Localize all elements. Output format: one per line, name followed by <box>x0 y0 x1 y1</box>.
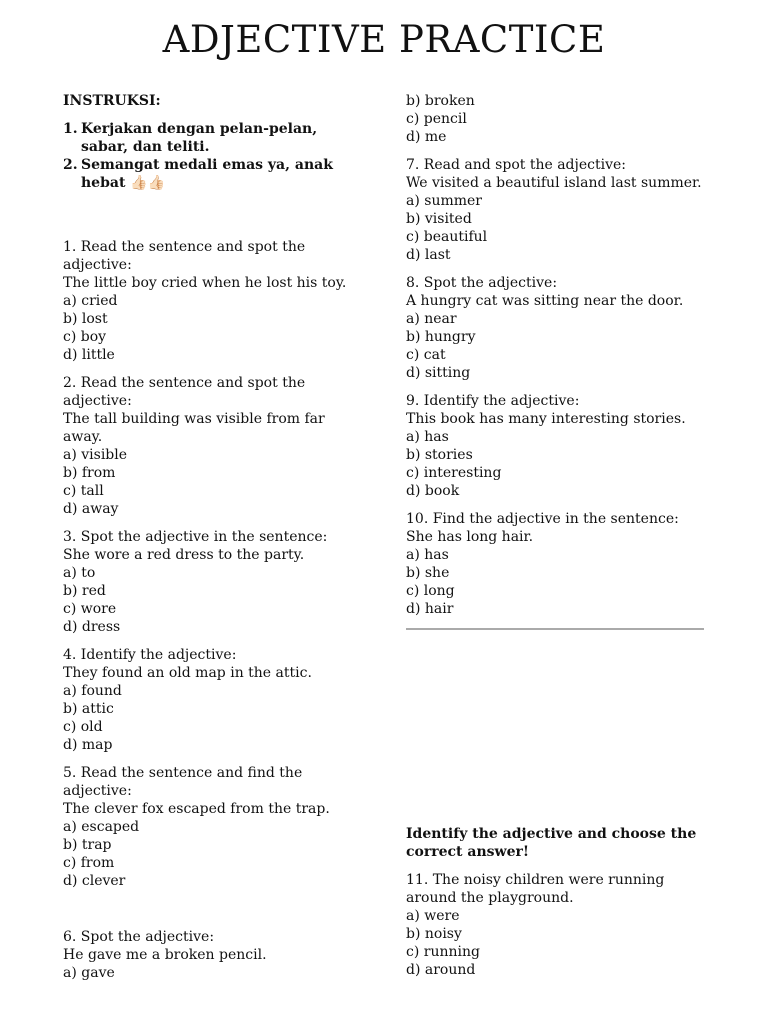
option-c: c) old <box>63 719 103 735</box>
question-prompt: 8. Spot the adjective: <box>406 275 558 291</box>
question-prompt: 2. Read the sentence and spot the adjective: <box>63 375 306 409</box>
option-d: d) clever <box>63 873 126 889</box>
question-11 <box>406 871 706 979</box>
question-6-continued <box>406 92 706 146</box>
option-b: b) from <box>63 465 116 481</box>
option-a: a) cried <box>63 293 118 309</box>
question-prompt: 4. Identify the adjective: <box>63 647 237 663</box>
option-d: d) around <box>406 962 476 978</box>
question-1 <box>63 238 363 364</box>
option-d: d) me <box>406 129 447 145</box>
option-b: b) noisy <box>406 926 462 942</box>
question-sentence: The clever fox escaped from the trap. <box>63 801 330 817</box>
option-a: a) has <box>406 429 449 445</box>
question-3 <box>63 528 363 636</box>
question-8 <box>406 274 706 382</box>
question-prompt: 3. Spot the adjective in the sentence: <box>63 529 328 545</box>
option-d: d) away <box>63 501 119 517</box>
option-b: b) red <box>63 583 106 599</box>
option-a: a) were <box>406 908 460 924</box>
option-c: c) boy <box>63 329 107 345</box>
option-c: c) long <box>406 583 455 599</box>
instruction-text: Kerjakan dengan pelan-pelan, sabar, dan teliti. <box>81 121 318 155</box>
question-sentence: A hungry cat was sitting near the door. <box>406 293 684 309</box>
question-sentence: She has long hair. <box>406 529 534 545</box>
question-7 <box>406 156 706 264</box>
section-instruction: Identify the adjective and choose the correct answer! <box>406 826 697 860</box>
option-a: a) visible <box>63 447 128 463</box>
option-c: c) tall <box>63 483 104 499</box>
instruction-number: 2. <box>63 157 78 173</box>
option-b: b) trap <box>63 837 112 853</box>
instructions-label: INSTRUKSI: <box>63 93 161 109</box>
question-sentence: They found an old map in the attic. <box>63 665 312 681</box>
option-b: b) stories <box>406 447 473 463</box>
option-b: b) lost <box>63 311 108 327</box>
question-5 <box>63 764 363 890</box>
option-d: d) book <box>406 483 460 499</box>
option-c: c) pencil <box>406 111 467 127</box>
question-prompt: 11. The noisy children were running around the playground. <box>406 872 665 906</box>
question-sentence: The tall building was visible from far away. <box>63 411 325 445</box>
option-c: c) wore <box>63 601 117 617</box>
option-b: b) visited <box>406 211 472 227</box>
option-c: c) beautiful <box>406 229 488 245</box>
question-10 <box>406 510 706 618</box>
option-a: a) gave <box>63 965 115 981</box>
option-d: d) hair <box>406 601 454 617</box>
question-9 <box>406 392 706 500</box>
question-prompt: 6. Spot the adjective: <box>63 929 215 945</box>
question-4 <box>63 646 363 754</box>
option-d: d) sitting <box>406 365 471 381</box>
question-sentence: This book has many interesting stories. <box>406 411 686 427</box>
question-prompt: 7. Read and spot the adjective: <box>406 157 626 173</box>
option-a: a) near <box>406 311 457 327</box>
question-prompt: 9. Identify the adjective: <box>406 393 580 409</box>
question-prompt: 5. Read the sentence and find the adjective: <box>63 765 303 799</box>
option-d: d) map <box>63 737 113 753</box>
option-b: b) broken <box>406 93 475 109</box>
instruction-number: 1. <box>63 121 78 137</box>
option-b: b) hungry <box>406 329 476 345</box>
instruction-text: Semangat medali emas ya, anak hebat 👍🏻👍🏻 <box>81 157 333 191</box>
question-sentence: The little boy cried when he lost his toy. <box>63 275 347 291</box>
option-d: d) dress <box>63 619 121 635</box>
left-column <box>63 92 363 992</box>
question-sentence: She wore a red dress to the party. <box>63 547 305 563</box>
option-b: b) attic <box>63 701 114 717</box>
option-a: a) summer <box>406 193 482 209</box>
instructions-list <box>63 120 363 192</box>
question-2 <box>63 374 363 518</box>
question-sentence: He gave me a broken pencil. <box>63 947 267 963</box>
option-a: a) has <box>406 547 449 563</box>
option-a: a) found <box>63 683 122 699</box>
right-column <box>406 92 706 989</box>
question-sentence: We visited a beautiful island last summer. <box>406 175 702 191</box>
question-6 <box>63 928 363 982</box>
page-title: ADJECTIVE PRACTICE <box>162 18 606 61</box>
option-c: c) from <box>63 855 115 871</box>
option-c: c) cat <box>406 347 446 363</box>
option-d: d) little <box>63 347 115 363</box>
instruction-item <box>63 156 363 192</box>
option-d: d) last <box>406 247 451 263</box>
question-prompt: 10. Find the adjective in the sentence: <box>406 511 679 527</box>
option-c: c) interesting <box>406 465 502 481</box>
option-c: c) running <box>406 944 480 960</box>
question-prompt: 1. Read the sentence and spot the adjective: <box>63 239 306 273</box>
option-a: a) to <box>63 565 96 581</box>
instruction-item <box>63 120 363 156</box>
option-a: a) escaped <box>63 819 140 835</box>
option-b: b) she <box>406 565 450 581</box>
